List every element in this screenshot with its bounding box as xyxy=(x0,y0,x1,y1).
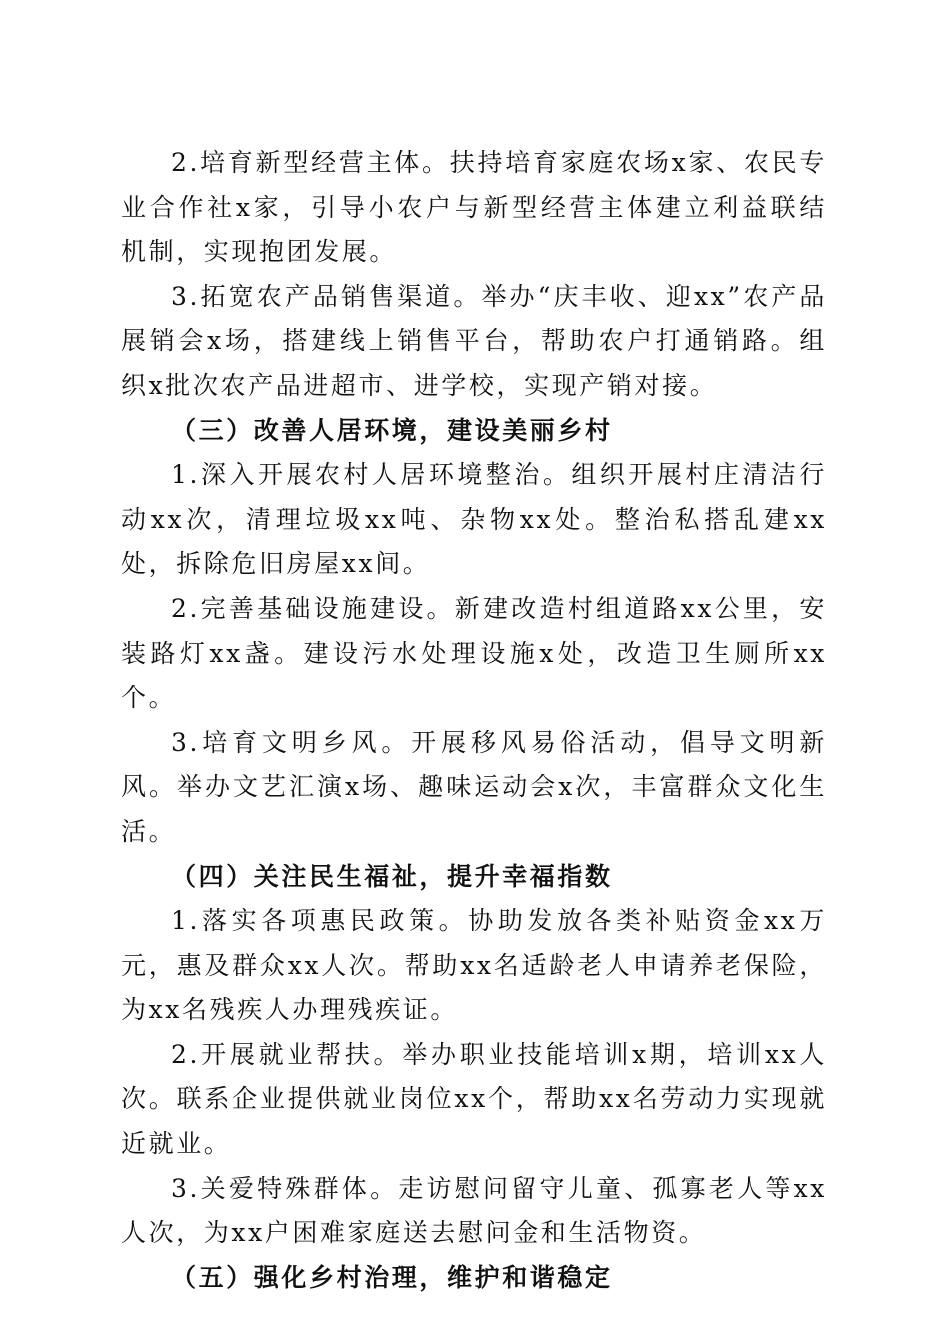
paragraph-employment-assistance: 2.开展就业帮扶。举办职业技能培训x期，培训xx人次。联系企业提供就业岗位xx个，帮助xx名劳动力实现就近就业。 xyxy=(121,1039,827,1159)
paragraph-infrastructure: 2.完善基础设施建设。新建改造村组道路xx公里，安装路灯xx盏。建设污水处理设施x处，改造卫生厕所xx个。 xyxy=(121,593,827,713)
paragraph-civilized-customs: 3.培育文明乡风。开展移风易俗活动，倡导文明新风。举办文艺汇演x场、趣味运动会x次，丰富群众文化生活。 xyxy=(121,727,827,846)
section-heading-4: （四）关注民生福祉，提升幸福指数 xyxy=(171,861,613,891)
section-heading-3: （三）改善人居环境，建设美丽乡村 xyxy=(171,415,613,445)
section-heading-5: （五）强化乡村治理，维护和谐稳定 xyxy=(171,1262,613,1292)
paragraph-special-groups: 3.关爱特殊群体。走访慰问留守儿童、孤寡老人等xx人次，为xx户困难家庭送去慰问金和生活物资。 xyxy=(121,1173,827,1248)
paragraph-expand-sales-channels: 3.拓宽农产品销售渠道。举办“庆丰收、迎xx”农产品展销会x场，搭建线上销售平台，帮助农户打通销路。组织x批次农产品进超市、进学校，实现产销对接。 xyxy=(121,281,827,400)
paragraph-environment-rectification: 1.深入开展农村人居环境整治。组织开展村庄清洁行动xx次，清理垃圾xx吨、杂物xx处。整治私搭乱建xx处，拆除危旧房屋xx间。 xyxy=(121,460,827,579)
paragraph-welfare-policies: 1.落实各项惠民政策。协助发放各类补贴资金xx万元，惠及群众xx人次。帮助xx名适龄老人申请养老保险，为xx名残疾人办理残疾证。 xyxy=(121,906,827,1025)
document-body xyxy=(121,141,827,1300)
paragraph-cultivate-new-business-entities: 2.培育新型经营主体。扶持培育家庭农场x家、农民专业合作社x家，引导小农户与新型经营主体建立利益联结机制，实现抱团发展。 xyxy=(121,148,827,267)
